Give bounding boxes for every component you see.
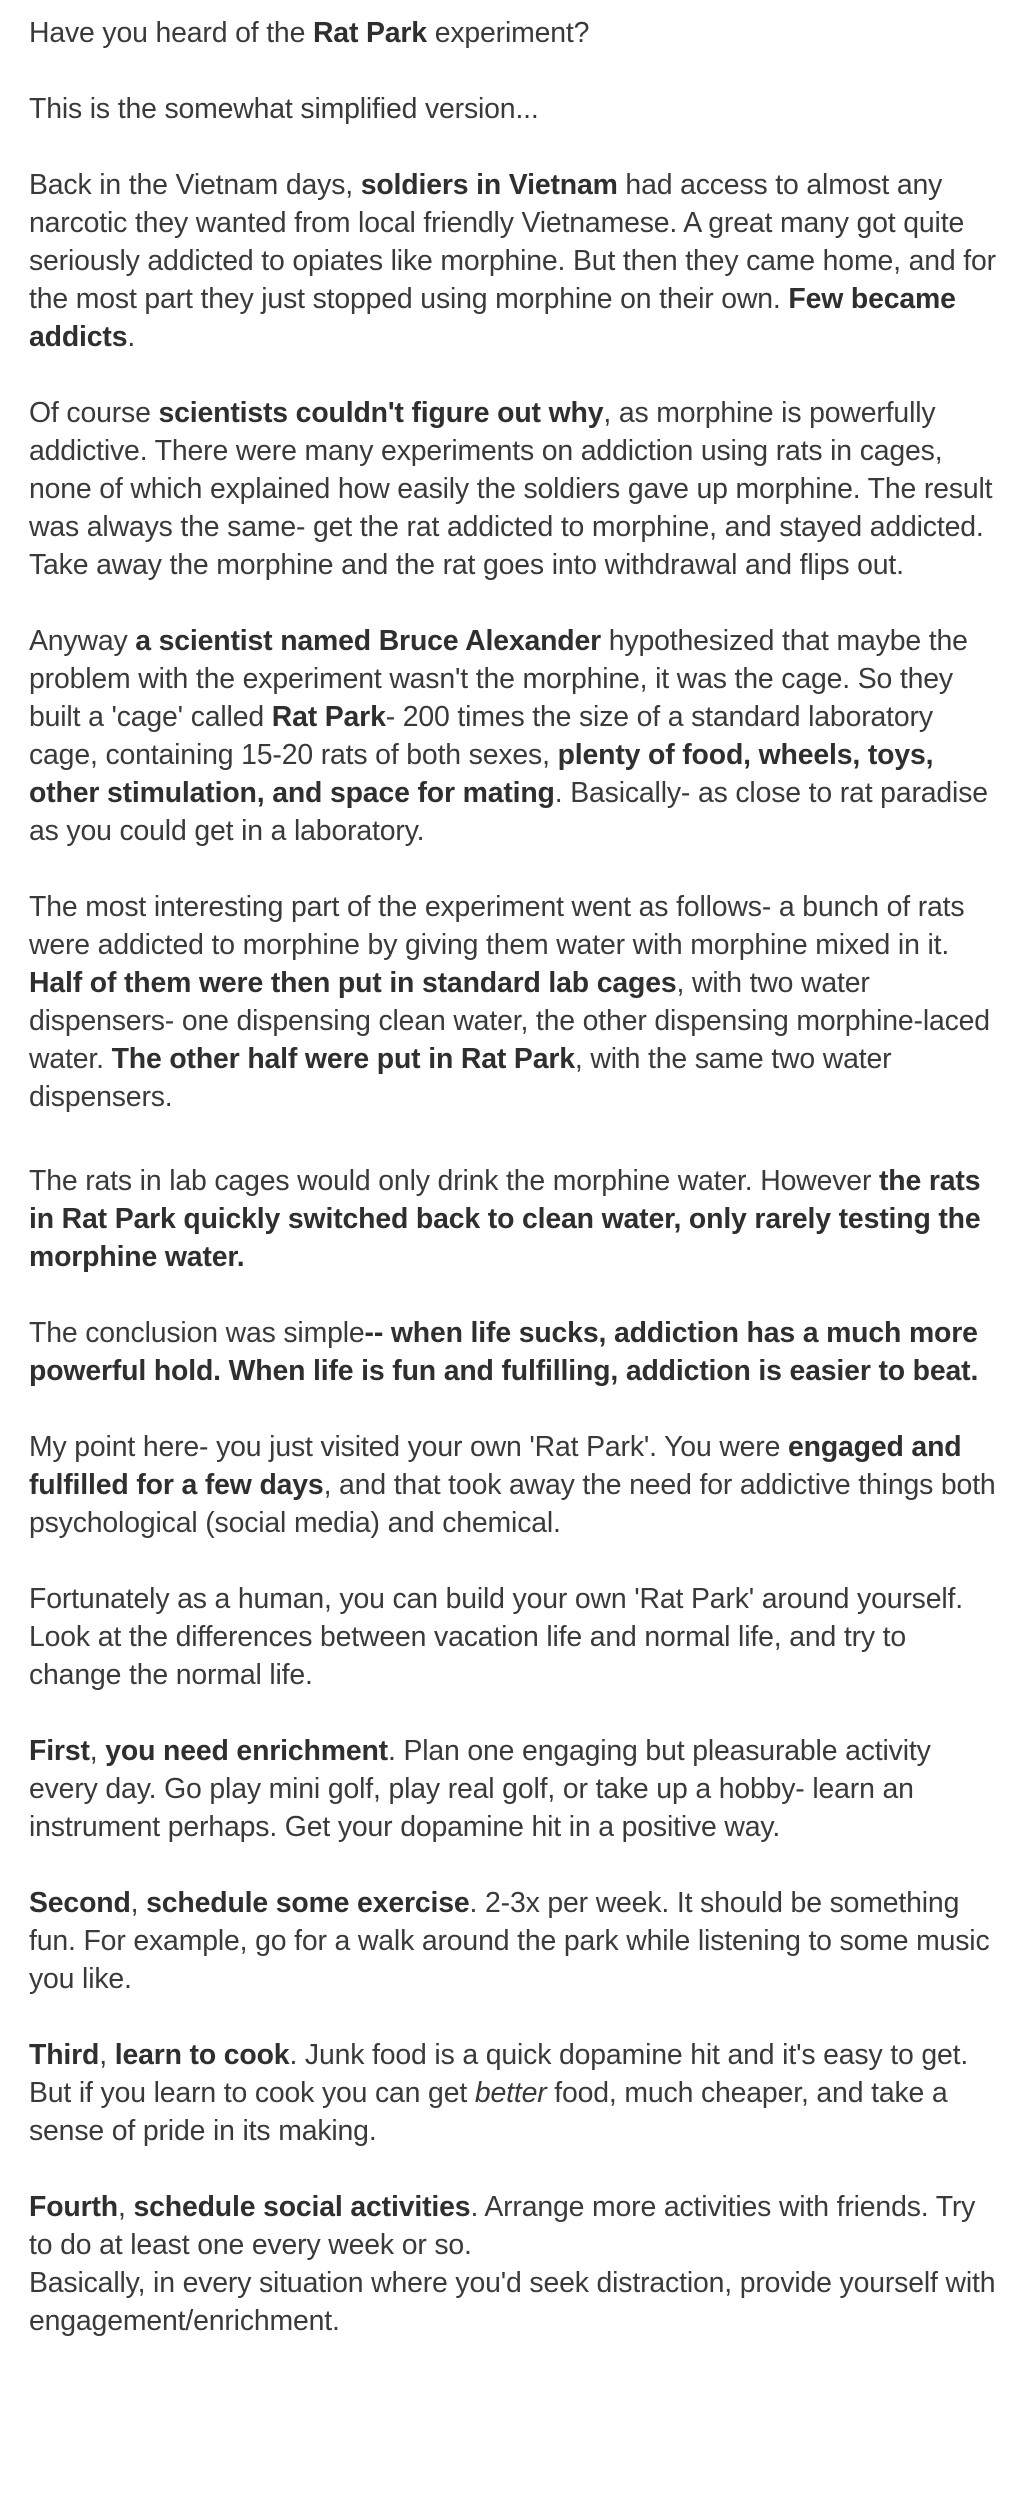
text-segment: The rats in lab cages would only drink the morphine water. However: [29, 1165, 879, 1197]
text-segment: ,: [99, 2039, 115, 2071]
italic-text: better: [474, 2077, 547, 2109]
text-segment: My point here- you just visited your own 'Rat Park'. You were: [29, 1431, 788, 1463]
text-segment: . Junk food is a quick dopamine hit and it's easy to get. But if you learn to cook you can get: [29, 2039, 969, 2109]
paragraph: [29, 2188, 1003, 2264]
text-segment: had access to almost any narcotic they wanted from local friendly Vietnamese. A great many got quite seriously addicted to opiates like morphine. But then they came home, and for the most part they just stopped using morphine on their own.: [29, 169, 996, 315]
paragraph: [29, 2036, 1003, 2150]
bold-text: Second: [29, 1887, 131, 1919]
bold-text: The other half were put in Rat Park: [111, 1043, 575, 1075]
paragraph: [29, 1162, 1003, 1276]
text-segment: experiment?: [426, 17, 590, 49]
bold-text: you need enrichment: [105, 1735, 388, 1767]
bold-text: the rats in Rat Park quickly switched back to clean water, only rarely testing the morphine water.: [29, 1165, 981, 1273]
paragraph: [29, 1314, 1003, 1390]
bold-text: Half of them were then put in standard lab cages: [29, 967, 677, 999]
bold-text: engaged and fulfilled for a few days: [29, 1431, 962, 1501]
text-segment: , as morphine is powerfully addictive. There were many experiments on addiction using rats in cages, none of which explained how easily the soldiers gave up morphine. The result was always the same- get the rat addicted to morphine, and stayed addicted. Take away the morphine and the rat goes into withdrawal and flips out.: [29, 397, 993, 581]
bold-text: Fourth: [29, 2191, 118, 2223]
text-segment: ,: [89, 1735, 106, 1767]
paragraph: [29, 394, 1003, 584]
text-segment: This is the somewhat simplified version...: [29, 93, 539, 125]
bold-text: soldiers in Vietnam: [360, 169, 618, 201]
paragraph: [29, 14, 1003, 52]
paragraph: [29, 2264, 1003, 2340]
text-segment: , and that took away the need for addictive things both psychological (social media) and chemical.: [29, 1469, 996, 1539]
bold-text: Third: [29, 2039, 100, 2071]
bold-text: schedule some exercise: [146, 1887, 470, 1919]
text-segment: Basically, in every situation where you'd seek distraction, provide yourself with engagement/enrichment.: [29, 2267, 996, 2337]
paragraph: [29, 622, 1003, 850]
paragraph: [29, 90, 1003, 128]
text-segment: Have you heard of the: [29, 17, 313, 49]
text-segment: . 2-3x per week. It should be something fun. For example, go for a walk around the park while listening to some music you like.: [29, 1887, 990, 1995]
paragraph: [29, 888, 1003, 1116]
text-segment: - 200 times the size of a standard laboratory cage, containing 15-20 rats of both sexes,: [29, 701, 933, 771]
text-segment: The most interesting part of the experiment went as follows- a bunch of rats were addicted to morphine by giving them water with morphine mixed in it.: [29, 891, 965, 961]
text-segment: .: [127, 321, 136, 353]
text-segment: food, much cheaper, and take a sense of pride in its making.: [29, 2077, 948, 2147]
bold-text: learn to cook: [114, 2039, 290, 2071]
text-segment: ,: [117, 2191, 134, 2223]
bold-text: plenty of food, wheels, toys, other stimulation, and space for mating: [29, 739, 934, 809]
text-segment: Fortunately as a human, you can build your own 'Rat Park' around yourself. Look at the differences between vacation life and normal life, and try to change the normal life.: [29, 1583, 963, 1691]
bold-text: First: [29, 1735, 90, 1767]
text-segment: The conclusion was simple: [29, 1317, 365, 1349]
paragraph: [29, 1428, 1003, 1542]
text-segment: ,: [130, 1887, 147, 1919]
bold-text: Few became addicts: [29, 283, 956, 353]
text-segment: Back in the Vietnam days,: [29, 169, 361, 201]
bold-text: -- when life sucks, addiction has a much more powerful hold. When life is fun and fulfilling, addiction is easier to beat.: [29, 1317, 979, 1387]
bold-text: scientists couldn't figure out why: [158, 397, 604, 429]
paragraph: [29, 166, 1003, 356]
text-segment: . Basically- as close to rat paradise as you could get in a laboratory.: [29, 777, 988, 847]
text-segment: . Plan one engaging but pleasurable activity every day. Go play mini golf, play real golf, or take up a hobby- learn an instrument perhaps. Get your dopamine hit in a positive way.: [29, 1735, 931, 1843]
bold-text: Rat Park: [312, 17, 427, 49]
text-segment: hypothesized that maybe the problem with the experiment wasn't the morphine, it was the cage. So they built a 'cage' called: [29, 625, 968, 733]
paragraph: [29, 1732, 1003, 1846]
paragraph: [29, 1580, 1003, 1694]
text-segment: Anyway: [29, 625, 136, 657]
text-segment: . Arrange more activities with friends. Try to do at least one every week or so.: [29, 2191, 976, 2261]
text-segment: Of course: [29, 397, 159, 429]
bold-text: Rat Park: [271, 701, 386, 733]
bold-text: a scientist named Bruce Alexander: [135, 625, 602, 657]
text-segment: , with the same two water dispensers.: [29, 1043, 892, 1113]
paragraph: [29, 1884, 1003, 1998]
bold-text: schedule social activities: [133, 2191, 471, 2223]
text-segment: , with two water dispensers- one dispensing clean water, the other dispensing morphine-laced water.: [29, 967, 990, 1075]
